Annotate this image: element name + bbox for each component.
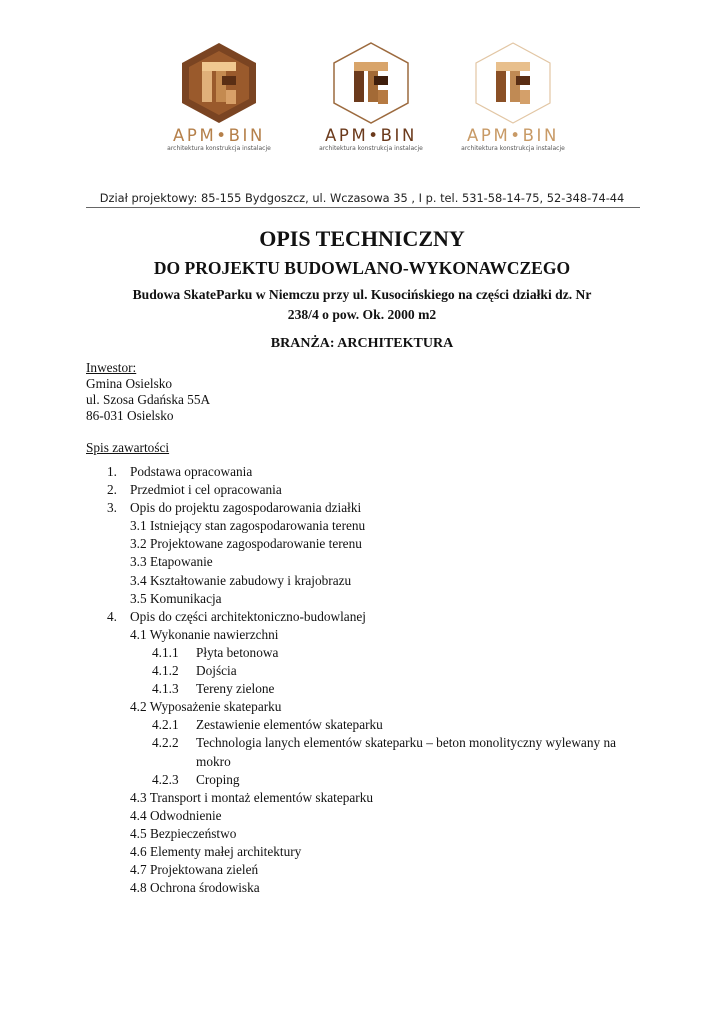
apm-bin-logo-1 (144, 42, 294, 152)
toc-item-text: Przedmiot i cel opracowania (130, 482, 282, 498)
toc-item-number: 4.1.1 (152, 644, 179, 660)
apm-bin-logo-2 (296, 42, 446, 152)
toc-item-text: Podstawa opracowania (130, 464, 253, 479)
apm-bin-hexagon-outline-logo-icon (332, 42, 410, 124)
toc-item-text: 3.2 Projektowane zagospodarowanie terenu (130, 536, 362, 552)
investor-street: ul. Szosa Gdańska 55A (86, 392, 211, 407)
toc-item (86, 553, 646, 571)
toc-item (86, 771, 646, 789)
toc-item (86, 680, 646, 698)
toc-item-text: Płyta betonowa (196, 644, 279, 660)
toc-item-number: 2. (107, 482, 117, 498)
toc-item-text: Tereny zielone (196, 681, 275, 697)
toc-item (86, 879, 646, 897)
toc-item (86, 789, 646, 807)
apm-bin-hexagon-logo-icon (180, 42, 258, 124)
toc-item-number: 4.1.2 (152, 663, 179, 679)
toc-item (86, 734, 646, 770)
toc-item (86, 463, 646, 481)
header-divider (86, 207, 640, 208)
toc-item (86, 590, 646, 608)
toc-item (86, 535, 646, 553)
table-of-contents (86, 463, 646, 897)
investor-city: 86-031 Osielsko (86, 408, 174, 423)
toc-item (86, 517, 646, 535)
document-title: OPIS TECHNICZNY (259, 226, 465, 251)
logo-tagline: architektura konstrukcja instalacje (461, 145, 565, 152)
toc-item-text: 3.3 Etapowanie (130, 554, 213, 570)
toc-item (86, 861, 646, 879)
logo-brand-text: APM•BIN (173, 126, 265, 145)
toc-item-text: Technologia lanych elementów skateparku – beton monolityczny wylewany na mokro (196, 735, 617, 769)
project-description-line-2: 238/4 o pow. Ok. 2000 m2 (287, 307, 437, 322)
toc-item-text: 4.8 Ochrona środowiska (130, 880, 260, 896)
toc-item-number: 4.2.3 (152, 771, 179, 787)
project-description (0, 285, 724, 325)
investor-label: Inwestor: (86, 360, 137, 375)
toc-item-text: Dojścia (196, 663, 237, 679)
toc-item-number: 4.2.1 (152, 717, 179, 733)
toc-item-number: 1. (107, 464, 117, 479)
toc-item-text: 4.2 Wyposażenie skateparku (130, 699, 282, 715)
toc-item (86, 608, 646, 626)
toc-item (86, 499, 646, 517)
toc-heading: Spis zawartości (86, 440, 170, 455)
toc-item-text: Zestawienie elementów skateparku (196, 717, 383, 733)
toc-item-text: 3.1 Istniejący stan zagospodarowania terenu (130, 518, 366, 534)
investor-block (86, 360, 646, 456)
contact-line: Dział projektowy: 85-155 Bydgoszcz, ul. Wczasowa 35 , I p. tel. 531-58-14-75, 52-348-74-44 (99, 191, 625, 205)
document-subtitle: DO PROJEKTU BUDOWLANO-WYKONAWCZEGO (153, 258, 571, 278)
logo-brand-text: APM•BIN (467, 126, 559, 145)
project-description-line-1: Budowa SkateParku w Niemczu przy ul. Kusocińskiego na części działki dz. Nr (132, 287, 592, 302)
toc-item-number: 4.2.2 (152, 735, 179, 751)
toc-item-text: Croping (196, 771, 240, 787)
toc-item (86, 572, 646, 590)
toc-item-text: 4.6 Elementy małej architektury (130, 843, 302, 859)
branch-heading: BRANŻA: ARCHITEKTURA (270, 336, 454, 351)
toc-item (86, 698, 646, 716)
toc-item-text: Opis do części architektoniczno-budowlanej (130, 608, 366, 624)
toc-item (86, 481, 646, 499)
toc-item (86, 626, 646, 644)
toc-item (86, 807, 646, 825)
logo-brand-text: APM•BIN (325, 126, 417, 145)
toc-item-number: 3. (107, 500, 117, 516)
toc-item (86, 644, 646, 662)
apm-bin-logo-3 (438, 42, 588, 152)
toc-item-number: 4.1.3 (152, 681, 179, 697)
toc-item (86, 716, 646, 734)
toc-item-text: Opis do projektu zagospodarowania działki (130, 500, 362, 516)
apm-bin-hexagon-light-logo-icon (474, 42, 552, 124)
logo-strip (0, 42, 724, 154)
toc-item (86, 825, 646, 843)
toc-item (86, 662, 646, 680)
logo-tagline: architektura konstrukcja instalacje (167, 145, 271, 152)
toc-item-number: 4. (107, 608, 117, 624)
toc-item-text: 4.4 Odwodnienie (130, 807, 222, 823)
logo-tagline: architektura konstrukcja instalacje (319, 145, 423, 152)
toc-item-text: 4.1 Wykonanie nawierzchni (130, 626, 279, 642)
toc-item-text: 4.5 Bezpieczeństwo (130, 825, 237, 841)
toc-item (86, 843, 646, 861)
toc-item-text: 4.7 Projektowana zieleń (130, 862, 259, 878)
investor-name: Gmina Osielsko (86, 376, 173, 391)
toc-item-text: 4.3 Transport i montaż elementów skateparku (130, 789, 373, 805)
toc-item-text: 3.4 Kształtowanie zabudowy i krajobrazu (130, 572, 352, 588)
toc-item-text: 3.5 Komunikacja (130, 590, 222, 606)
